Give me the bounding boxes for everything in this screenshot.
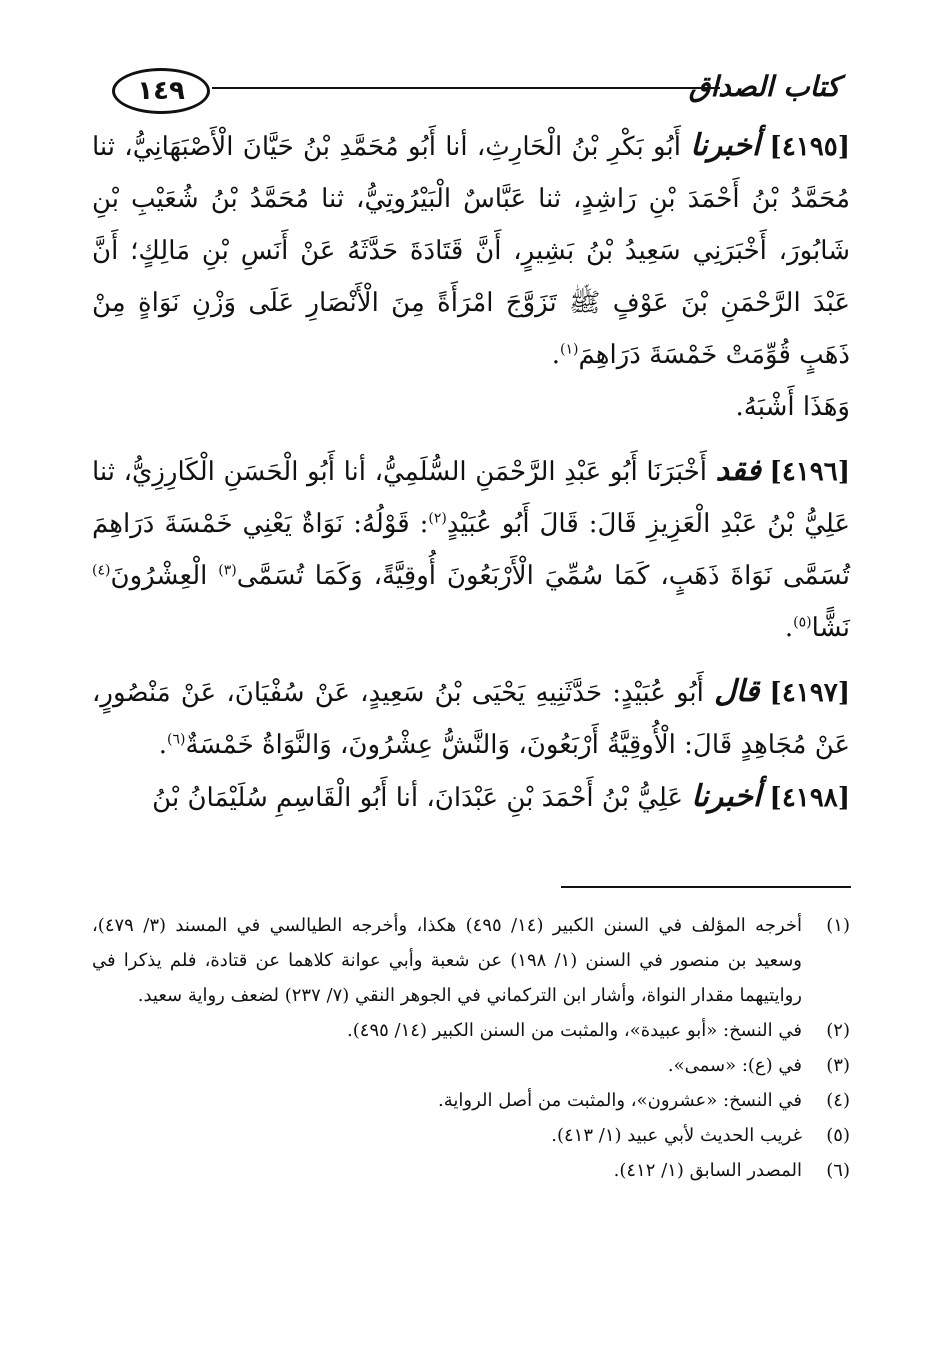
footnote-3	[92, 1048, 850, 1083]
footnote-ref[interactable]: (١)	[559, 341, 579, 358]
hadith-keyword: فقد	[715, 453, 761, 488]
footnote-number: (٤)	[826, 1090, 850, 1111]
footnote-ref[interactable]: (٢)	[428, 510, 447, 527]
footnote-number: (٥)	[826, 1125, 850, 1146]
punctuation: .	[784, 613, 794, 643]
footnote-ref[interactable]: (٣)	[218, 562, 237, 579]
hadith-4196	[92, 445, 850, 654]
footnote-text: في النسخ: «عشرون»، والمثبت من أصل الرواية.	[438, 1090, 802, 1111]
footnote-4	[92, 1083, 850, 1118]
hadith-text: أَخْبَرَنَا أَبُو عَبْدِ الرَّحْمَنِ السُّلَمِيُّ، أنا أَبُو الْحَسَنِ الْكَارِزِيُّ، ثنا عَلِيُّ بْنُ عَبْدِ الْعَزِيزِ قَالَ: قَالَ أَبُو عُبَيْدٍ	[92, 457, 850, 539]
footnote-number: (٦)	[826, 1160, 850, 1181]
hadith-keyword: أخبرنا	[690, 128, 761, 163]
footnote-text: غريب الحديث لأبي عبيد (١/ ٤١٣).	[551, 1125, 802, 1146]
page-number: ١٤٩	[112, 68, 210, 114]
comment-line	[92, 381, 850, 433]
hadith-4195	[92, 120, 850, 381]
footnote-1	[92, 908, 850, 1013]
footnote-text: المصدر السابق (١/ ٤١٢).	[613, 1160, 802, 1181]
hadith-keyword: قال	[714, 674, 760, 709]
footnote-ref[interactable]: (٤)	[92, 562, 111, 579]
footnote-number: (٣)	[826, 1055, 850, 1076]
hadith-text: أَبُو بَكْرِ بْنُ الْحَارِثِ، أنا أَبُو مُحَمَّدِ بْنُ حَيَّانَ الْأَصْبَهَانِيُّ، ثنا مُحَمَّدُ بْنُ أَحْمَدَ بْنِ رَاشِدٍ، ثنا عَبَّاسٌ الْبَيْرُوتِيُّ، ثنا مُحَمَّدُ بْنُ شُعَيْبِ بْنِ شَابُورَ، أَخْبَرَنِي سَعِيدُ بْنُ بَشِيرٍ، أَنَّ قَتَادَةَ حَدَّثَهُ عَنْ أَنَسِ بْنِ مَالِكٍ؛ أَنَّ عَبْدَ الرَّحْمَنِ بْنَ عَوْفٍ ﷺ تَزَوَّجَ امْرَأَةً مِنَ الْأَنْصَارِ عَلَى وَزْنِ نَوَاةٍ مِنْ ذَهَبٍ قُوِّمَتْ خَمْسَةَ دَرَاهِمَ	[92, 132, 850, 370]
hadith-text: عَلِيُّ بْنُ أَحْمَدَ بْنِ عَبْدَانَ، أنا أَبُو الْقَاسِمِ سُلَيْمَانُ بْنُ	[152, 783, 683, 813]
comment-text: وَهَذَا أَشْبَهُ.	[735, 392, 850, 422]
hadith-text: الْعِشْرُونَ	[110, 561, 208, 591]
footnote-6	[92, 1153, 850, 1188]
punctuation: .	[551, 340, 560, 370]
hadith-number: [٤١٩٨]	[769, 783, 850, 813]
footnote-text: في (ع): «سمى».	[667, 1055, 802, 1076]
footnote-2	[92, 1013, 850, 1048]
hadith-text: : قَوْلُهُ: نَوَاةٌ يَعْنِي خَمْسَةَ دَرَاهِمَ تُسَمَّى نَوَاةَ ذَهَبٍ، كَمَا سُمِّيَ الْأَرْبَعُونَ أُوقِيَّةً، وَكَمَا تُسَمَّى	[92, 509, 851, 591]
footnote-number: (١)	[826, 915, 850, 936]
hadith-4198	[92, 771, 850, 824]
hadith-number: [٤١٩٥]	[769, 132, 851, 162]
book-title: كتاب الصداق	[688, 70, 840, 103]
hadith-number: [٤١٩٧]	[769, 678, 851, 708]
hadith-4197	[92, 666, 850, 771]
footnote-ref[interactable]: (٥)	[793, 614, 812, 631]
footnote-ref[interactable]: (٦)	[166, 731, 186, 748]
footnote-text: في النسخ: «أبو عبيدة»، والمثبت من السنن الكبير (١٤/ ٤٩٥).	[347, 1020, 802, 1041]
punctuation: .	[158, 730, 167, 760]
hadith-text: أَبُو عُبَيْدٍ: حَدَّثَنِيهِ يَحْيَى بْنُ سَعِيدٍ، عَنْ سُفْيَانَ، عَنْ مَنْصُورٍ، عَنْ مُجَاهِدٍ قَالَ: الْأُوقِيَّةُ أَرْبَعُونَ، وَالنَّشُّ عِشْرُونَ، وَالنَّوَاةُ خَمْسَةٌ	[92, 678, 850, 760]
footnote-5	[92, 1118, 850, 1153]
page-header	[112, 62, 840, 114]
hadith-text: نَشًّا	[811, 613, 850, 643]
footnote-number: (٢)	[826, 1020, 850, 1041]
header-rule	[212, 87, 720, 89]
hadith-number: [٤١٩٦]	[769, 457, 851, 487]
footnote-separator	[561, 886, 851, 888]
main-text	[92, 120, 850, 824]
footnotes	[92, 908, 850, 1188]
hadith-keyword: أخبرنا	[691, 779, 762, 814]
footnote-text: أخرجه المؤلف في السنن الكبير (١٤/ ٤٩٥) هكذا، وأخرجه الطيالسي في المسند (٣/ ٤٧٩)، وسعيد بن منصور في السنن (١/ ١٩٨) عن شعبة وأبي عوانة كلاهما عن قتادة، فلم يذكرا في روايتيهما مقدار النواة، وأشار ابن التركماني في الجوهر النقي (٧/ ٢٣٧) لضعف رواية سعيد.	[92, 915, 803, 1006]
